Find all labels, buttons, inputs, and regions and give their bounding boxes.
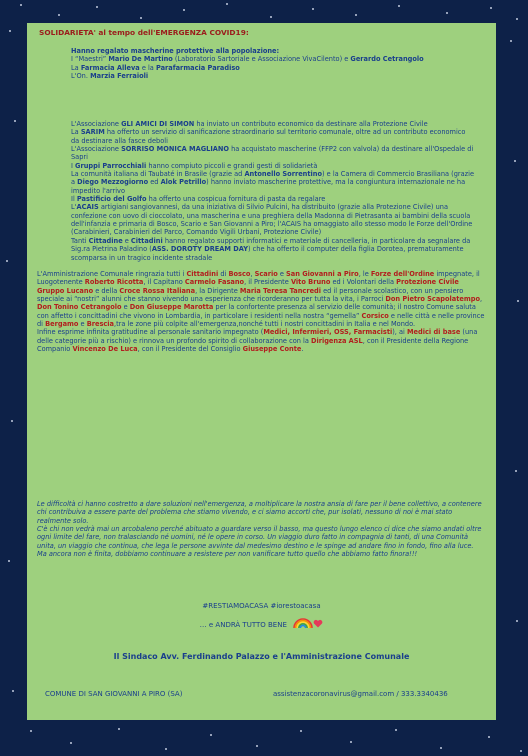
highlighted-name: Forze dell'Ordine [370, 270, 435, 278]
paragraph-text: , il Presidente [244, 278, 291, 287]
paragraph-text: di [218, 270, 229, 278]
star-dot [11, 420, 13, 422]
paragraph-text: I [71, 161, 76, 170]
paragraph-text: ha acquistato mascherine (FFP2 con valvola) da destinare all'Ospedale di Sapri [71, 145, 474, 162]
star-dot [510, 40, 512, 42]
paragraph-text: ha inviato un contributo economico da destinare alla Protezione Civile [194, 120, 428, 128]
donation-item [71, 162, 475, 170]
star-dot [30, 730, 32, 732]
donations-section [71, 120, 475, 262]
star-dot [165, 748, 167, 750]
star-dot [312, 8, 314, 10]
paragraph-text: e [277, 270, 286, 278]
star-dot [20, 4, 22, 6]
paragraph-text: Tanti [71, 236, 89, 245]
paragraph-text: Il [71, 195, 77, 204]
highlighted-name: Roberto Ricotta [84, 278, 144, 287]
footer-municipality: COMUNE DI SAN GIOVANNI A PIRO (SA) [45, 690, 183, 698]
highlighted-name: Dirigenza ASL [310, 336, 363, 345]
thanks-paragraph [37, 328, 487, 353]
paragraph-text: , [480, 295, 483, 304]
paragraph-text: ) che ha offerto il computer della figlia Dorotea, prematuramente scomparsa in un tragico incidente stradale [71, 245, 464, 262]
donation-item [71, 128, 475, 145]
star-dot [96, 6, 98, 8]
tutto-bene-text: … e ANDRÀ TUTTO BENE [199, 621, 287, 629]
star-dot [8, 560, 10, 562]
mask-donors-heading: Hanno regalato mascherine protettive alla popolazione: [71, 47, 280, 55]
donation-item [71, 120, 475, 128]
paragraph-text: artigiani sangiovannesi, da una iniziativa di Silvio Pulcini, ha distribuito (grazie alla Protezione Civile) una confezione con uovo di cioccolato, una mascherina e una preghiera della Madonna di Pietrasanta ai bambini della scuola dell'infanzia e primaria di Bosco, Scario e San Giovanni a Piro; l'ACAIS ha omaggiato allo stesso modo le Forze dell'Ordine (Carabinieri, Carabinieri del Parco, Comando Vigili Urbani, Protezione Civile) [71, 203, 473, 237]
donation-item [71, 203, 475, 236]
paragraph-text: , con il Presidente della Regione Companio [37, 336, 469, 354]
star-dot [515, 470, 517, 472]
paragraph-text: L'Associazione [71, 145, 122, 154]
star-dot [520, 750, 522, 752]
highlighted-name: Brescia [86, 320, 114, 329]
thanks-section [37, 270, 487, 353]
paragraph-text: . [301, 345, 304, 354]
highlighted-name: Vincenzo De Luca [72, 345, 138, 354]
paragraph-text: hanno regalato supporti informatici e materiale di cancelleria, in particolare da segnalare da Sig.ra Pietrina Paladino ( [71, 236, 471, 254]
highlighted-name: Croce Rossa Italiana [119, 286, 196, 295]
highlighted-name: Bergamo [45, 320, 79, 329]
star-dot [395, 729, 397, 731]
paragraph-text: ,tra le zone più colpite all'emergenza,nonché tutti i nostri concittadini in Italia e nel Mondo. [114, 320, 416, 329]
highlighted-name: SARIM [80, 128, 105, 137]
paragraph-text: Infine esprime infinita gratitudine al personale sanitario impegnato ( [37, 328, 264, 337]
donor-line: L'On. Marzia Ferraioli [71, 72, 149, 81]
mask-donors-section [71, 47, 476, 80]
highlighted-name: Protezione Civile Gruppo Lucano [37, 278, 459, 295]
highlighted-name: GLI AMICI DI SIMON [121, 120, 195, 128]
highlighted-name: Medici di base [406, 328, 461, 337]
star-dot [350, 741, 352, 743]
closing-paragraph: Le difficoltà ci hanno costretto a dare soluzioni nell'emergenza, a moltiplicare la nostra ansia di fare per il bene collettivo, a contenere chi contribuiva a essere parte del problema che stiamo vivendo, e ci siamo accorti che, pur isolati, nessuno di noi è mai stato realmente solo. [37, 500, 482, 525]
highlighted-name: ACAIS [76, 203, 99, 212]
highlighted-name: Gruppi Parrocchiali [75, 161, 147, 170]
highlighted-name: Medici, Infermieri, OSS, Farmacisti [263, 328, 393, 337]
donation-item [71, 237, 475, 262]
footer-contact: assistenzacoronavirus@gmail.com / 333.3340436 [273, 690, 448, 698]
star-dot [488, 736, 490, 738]
tutto-bene-line [27, 617, 496, 631]
donor-line: I “Maestri” Mario De Martino (Laboratorio Sartoriale e Associazione VivaCilento) e Gerardo Cetrangolo [71, 55, 424, 64]
paragraph-text: ha offerto un servizio di sanificazione straordinario sul territorio comunale, oltre ad un contributo economico da destinare alla fasce deboli [71, 128, 466, 145]
highlighted-name: Pastificio del Golfo [76, 195, 147, 204]
hashtags: #RESTIAMOACASA #iorestoacasa [202, 602, 321, 610]
star-dot [70, 742, 72, 744]
paragraph-text: e [121, 303, 130, 312]
highlighted-name: Scario [254, 270, 278, 278]
paragraph-text: , con il Presidente del Consiglio [137, 345, 243, 354]
document-page [27, 23, 496, 720]
star-dot [6, 260, 8, 262]
closing-paragraph: C'è chi non vedrà mai un arcobaleno perché abituato a guardare verso il basso, ma questo lungo elenco ci dice che siamo andati oltre ogni limite del fare, non tralasciando né uomini, né le opere in corso. Un viaggio duro fatto in compagnia di tanti, di una Comunità unita, un viaggio che continua, che lega le persone avvinte dal medesimo destino e le spinge ad andare fino in fondo, fino alla luce. [37, 525, 482, 550]
star-dot [226, 3, 228, 5]
highlighted-name: Maria Teresa Tancredi [239, 286, 322, 295]
paragraph-text: ), ai [392, 328, 407, 337]
paragraph-text: e nelle città e nelle province di [37, 311, 485, 329]
donation-item [71, 170, 475, 195]
highlighted-name: Giuseppe Conte [242, 345, 302, 354]
paragraph-text: ha offerto una cospicua fornitura di pasta da regalare [146, 195, 326, 204]
paragraph-text: (una delle categorie più a rischio) e rinnova un profondo spirito di collaborazione con la [37, 328, 478, 345]
star-dot [270, 16, 272, 18]
highlighted-name: Bosco [228, 270, 251, 278]
highlighted-name: Don Pietro Scapolatempo [385, 295, 480, 304]
star-dot [300, 730, 302, 732]
star-dot [140, 17, 142, 19]
paragraph-text: L'Associazione [71, 120, 122, 128]
highlighted-name: Don Tonino Cetrangolo [37, 303, 122, 312]
paragraph-text: , il Capitano [143, 278, 185, 287]
donor-line: La Farmacia Alleva e la Parafarmacia Paradiso [71, 63, 240, 72]
star-dot [516, 620, 518, 622]
page-title: SOLIDARIETA' al tempo dell'EMERGENZA COVID19: [39, 28, 249, 37]
paragraph-text: e [122, 236, 131, 245]
paragraph-text: ) hanno inviato mascherine protettive, ma la congiuntura internazionale ne ha impedito l'arrivo [71, 178, 466, 195]
paragraph-text: ) e la Camera di Commercio Brasiliana (grazie a [71, 170, 475, 187]
paragraph-text: , [250, 270, 255, 278]
heart-icon [313, 619, 323, 630]
highlighted-name: Don Giuseppe Marotta [129, 303, 214, 312]
highlighted-name: Antonello Sorrentino [244, 170, 323, 179]
rainbow-icon [292, 617, 314, 631]
highlighted-name: Corsico [361, 311, 389, 320]
highlighted-name: ASS. DOROTY DREAM DAY [151, 245, 248, 254]
signature: Il Sindaco Avv. Ferdinando Palazzo e l'Amministrazione Comunale [113, 652, 410, 661]
paragraph-text: impegnate, il Luogotenente [37, 270, 480, 287]
donation-item [71, 145, 475, 162]
star-dot [355, 14, 357, 16]
highlighted-name: San Giovanni a Piro [286, 270, 359, 278]
star-dot [514, 160, 516, 162]
star-dot [256, 745, 258, 747]
star-dot [517, 300, 519, 302]
closing-message [37, 500, 485, 558]
highlighted-name: Carmelo Fasano [184, 278, 245, 287]
star-dot [398, 5, 400, 7]
highlighted-name: Cittadini [186, 270, 219, 278]
star-dot [210, 734, 212, 736]
star-dot [118, 728, 120, 730]
highlighted-name: SORRISO MONICA MAGLIANO [121, 145, 230, 154]
star-dot [446, 12, 448, 14]
paragraph-text: L'Amministrazione Comunale ringrazia tutti i [37, 270, 187, 278]
star-dot [12, 690, 14, 692]
paragraph-text: per la confortente presenza al servizio delle comunità; il nostro Comune saluta con affetto i concittadini che vivono in Lombardia, in particolare i residenti nella nostra “gemella” [37, 303, 476, 320]
star-dot [14, 120, 16, 122]
star-dot [9, 30, 11, 32]
paragraph-text: e [78, 320, 87, 329]
highlighted-name: Cittadini [130, 236, 163, 245]
highlighted-name: Alok Petrillo [160, 178, 207, 187]
paragraph-text: ed i Volontari della [330, 278, 397, 287]
star-dot [58, 14, 60, 16]
donation-item [71, 195, 475, 203]
highlighted-name: Vito Bruno [290, 278, 331, 287]
paragraph-text: ed il personale scolastico, con un pensiero speciale ai “nostri” alunni che stanno vivendo una esperienza che ricorderanno per tutta la vita, i Parroci [37, 286, 464, 304]
paragraph-text: , le [358, 270, 371, 278]
highlighted-name: Diego Mezzogiorno [77, 178, 149, 187]
paragraph-text: L' [71, 203, 77, 212]
highlighted-name: Cittadine [88, 236, 123, 245]
paragraph-text: La comunità italiana di Taubaté in Brasile (grazie ad [71, 170, 245, 179]
thanks-paragraph [37, 270, 487, 328]
paragraph-text: hanno compiuto piccoli e grandi gesti di solidarietà [146, 161, 318, 170]
paragraph-text: ed [148, 178, 161, 187]
star-dot [490, 7, 492, 9]
star-dot [440, 747, 442, 749]
paragraph-text: e della [93, 286, 120, 295]
star-dot [183, 9, 185, 11]
closing-paragraph: Ma ancora non è finita, dobbiamo continuare a resistere per non vanificare tutto quello che abbiamo fatto finora!!! [37, 550, 418, 559]
paragraph-text: , la Dirigente [195, 286, 240, 295]
paragraph-text: La [71, 128, 81, 137]
star-dot [516, 18, 518, 20]
